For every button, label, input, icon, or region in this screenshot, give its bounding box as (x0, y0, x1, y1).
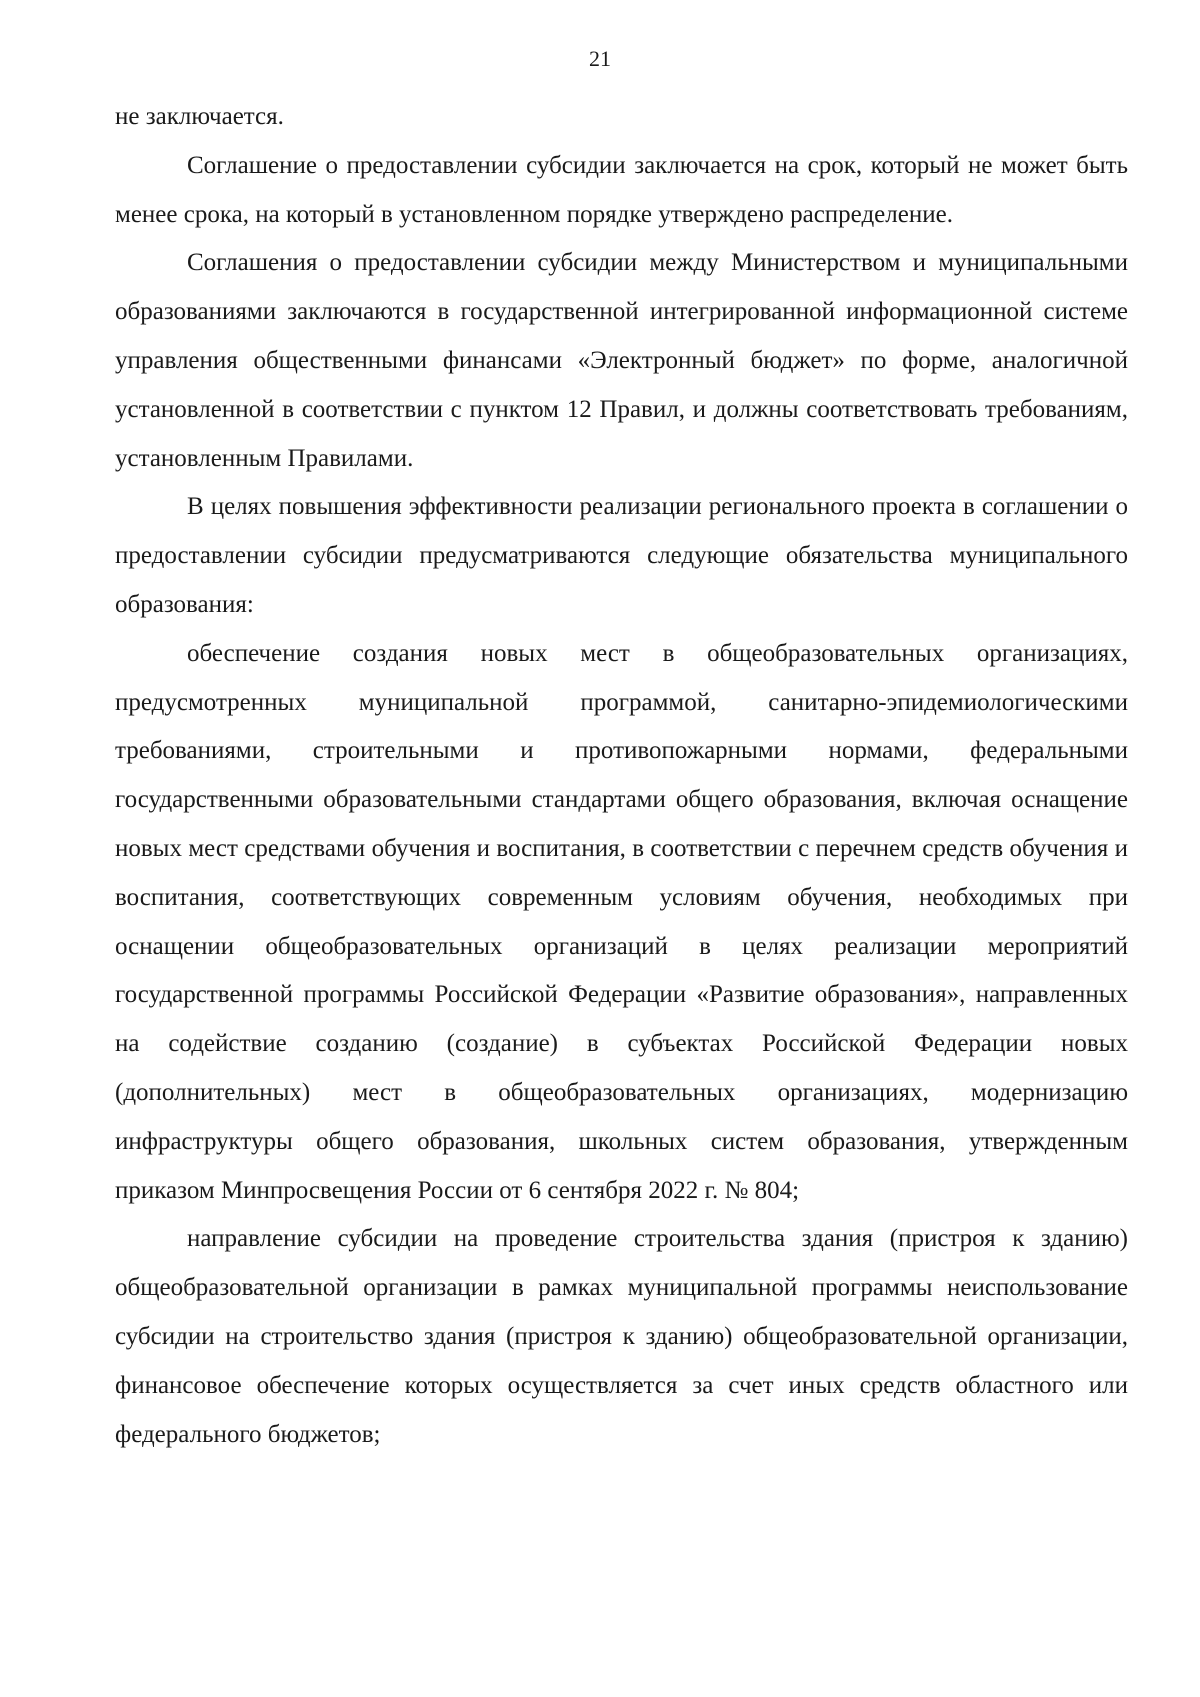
paragraph-obligation-construction: направление субсидии на проведение строительства здания (пристроя к зданию) общеобразовательной организации в рамках муниципальной программы неиспользование субсидии на строительство здания (пристроя к зданию) общеобразовательной организации, финансовое обеспечение которых осуществляется за счет иных средств областного или федерального бюджетов; (115, 1225, 1128, 1448)
paragraph-obligations-intro: В целях повышения эффективности реализации регионального проекта в соглашении о предоставлении субсидии предусматриваются следующие обязательства муниципального образования: (115, 493, 1128, 618)
paragraph-obligation-new-places: обеспечение создания новых мест в общеобразовательных организациях, предусмотренных муниципальной программой, санитарно-эпидемиологическими требованиями, строительными и противопожарными нормами, федеральными государственными образовательными стандартами общего образования, включая оснащение новых мест средствами обучения и воспитания, в соответствии с перечнем средств обучения и воспитания, соответствующих современным условиям обучения, необходимых при оснащении общеобразовательных организаций в целях реализации мероприятий государственной программы Российской Федерации «Развитие образования», направленных на содействие созданию (создание) в субъектах Российской Федерации новых (дополнительных) мест в общеобразовательных организациях, модернизацию инфраструктуры общего образования, школьных систем образования, утвержденным приказом Минпросвещения России от 6 сентября 2022 г. № 804; (115, 639, 1128, 1204)
paragraph-agreement-term: Соглашение о предоставлении субсидии заключается на срок, который не может быть менее срока, на который в установленном порядке утверждено распределение. (115, 151, 1128, 228)
paragraph-continuation: не заключается. (115, 103, 284, 130)
page-number: 21 (589, 46, 611, 71)
paragraph-agreement-system: Соглашения о предоставлении субсидии между Министерством и муниципальными образованиями заключаются в государственной интегрированной информационной системе управления общественными финансами «Электронный бюджет» по форме, аналогичной установленной в соответствии с пунктом 12 Правил, и должны соответствовать требованиям, установленным Правилами. (115, 249, 1128, 472)
document-body (115, 93, 1128, 1459)
